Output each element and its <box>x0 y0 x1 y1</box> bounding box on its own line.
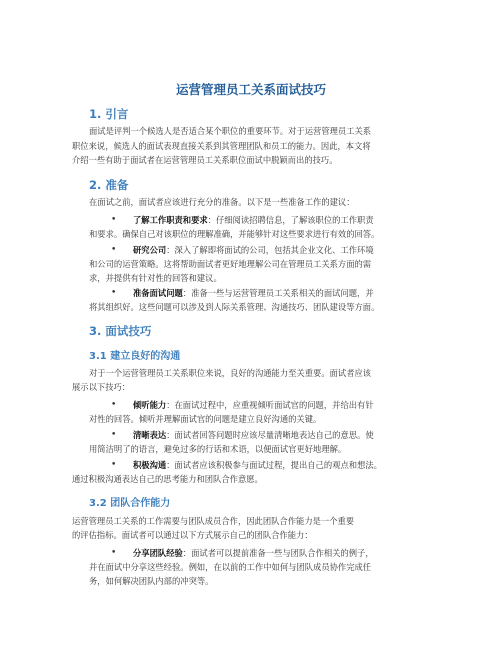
list-item-line: 并在面试中分享这些经验。例如，在以前的工作中如何与团队成员协作完成任 <box>89 562 372 572</box>
list-item-line: 用简洁明了的语言，避免过多的行话和术语，以便面试官更好地理解。 <box>89 444 347 454</box>
section-heading-prepare: 2. 准备 <box>89 178 129 192</box>
section-heading-techniques: 3. 面试技巧 <box>89 324 152 338</box>
paragraph-line: 在面试之前，面试者应该进行充分的准备。以下是一些准备工作的建议： <box>89 197 355 207</box>
list-item-line: 积极沟通：面试者应该积极参与面试过程，提出自己的观点和想法。 <box>133 460 382 470</box>
paragraph-line: 展示以下技巧： <box>72 382 131 392</box>
paragraph-line: 的评估指标。面试者可以通过以下方式展示自己的团队合作能力： <box>72 530 313 540</box>
list-item-line: 倾听能力：在面试过程中，应重视倾听面试官的问题，并给出有针 <box>133 400 374 410</box>
list-item-line: 通过积极沟通表达自己的思考能力和团队合作意愿。 <box>72 474 263 484</box>
bullet-icon: • <box>111 400 117 410</box>
subsection-heading-communication: 3.1 建立良好的沟通 <box>89 351 181 362</box>
list-item-line: 务，如何解决团队内部的冲突等。 <box>89 576 214 586</box>
subsection-heading-teamwork: 3.2 团队合作能力 <box>89 498 171 509</box>
bullet-icon: • <box>111 430 117 440</box>
list-item-line: 将其组织好。这些问题可以涉及到人际关系管理、沟通技巧、团队建设等方面。 <box>89 302 380 312</box>
list-item-line: 研究公司：深入了解即将面试的公司，包括其企业文化、工作环境 <box>133 245 374 255</box>
document-title: 运营管理员工关系面试技巧 <box>175 82 326 97</box>
bullet-icon: • <box>111 548 117 558</box>
list-item-line: 对性的回答。倾听并理解面试官的问题是建立良好沟通的关键。 <box>89 414 322 424</box>
list-item-line: 和要求。确保自己对该职位的理解准确，并能够针对这些要求进行有效的回答。 <box>89 229 380 239</box>
bullet-icon: • <box>111 288 117 298</box>
list-item-line: 准备面试问题：准备一些与运营管理员工关系相关的面试问题，并 <box>133 288 374 298</box>
list-item-line: 了解工作职责和要求：仔细阅读招聘信息，了解该职位的工作职责 <box>133 215 374 225</box>
list-item-line: 和公司的运营策略。这将帮助面试者更好地理解公司在管理员工关系方面的需 <box>89 259 372 269</box>
bullet-icon: • <box>111 215 117 225</box>
paragraph-line: 对于一个运营管理员工关系职位来说，良好的沟通能力至关重要。面试者应该 <box>89 368 372 378</box>
paragraph-line: 运营管理员工关系的工作需要与团队成员合作，因此团队合作能力是一个重要 <box>72 516 355 526</box>
section-heading-intro: 1. 引言 <box>89 107 129 121</box>
bullet-icon: • <box>111 245 117 255</box>
list-item-line: 分享团队经验：面试者可以提前准备一些与团队合作相关的例子， <box>133 548 374 558</box>
paragraph-line: 面试是评判一个候选人是否适合某个职位的重要环节。对于运营管理员工关系 <box>89 126 372 136</box>
bullet-icon: • <box>111 460 117 470</box>
paragraph-line: 介绍一些有助于面试者在运营管理员工关系职位面试中脱颖而出的技巧。 <box>72 155 338 165</box>
list-item-line: 清晰表达：面试者回答问题时应该尽量清晰地表达自己的意思。使 <box>133 430 374 440</box>
paragraph-line: 职位来说，候选人的面试表现直接关系到其管理团队和员工的能力。因此，本文将 <box>72 141 371 151</box>
list-item-line: 求，并提供有针对性的回答和建议。 <box>89 273 222 283</box>
